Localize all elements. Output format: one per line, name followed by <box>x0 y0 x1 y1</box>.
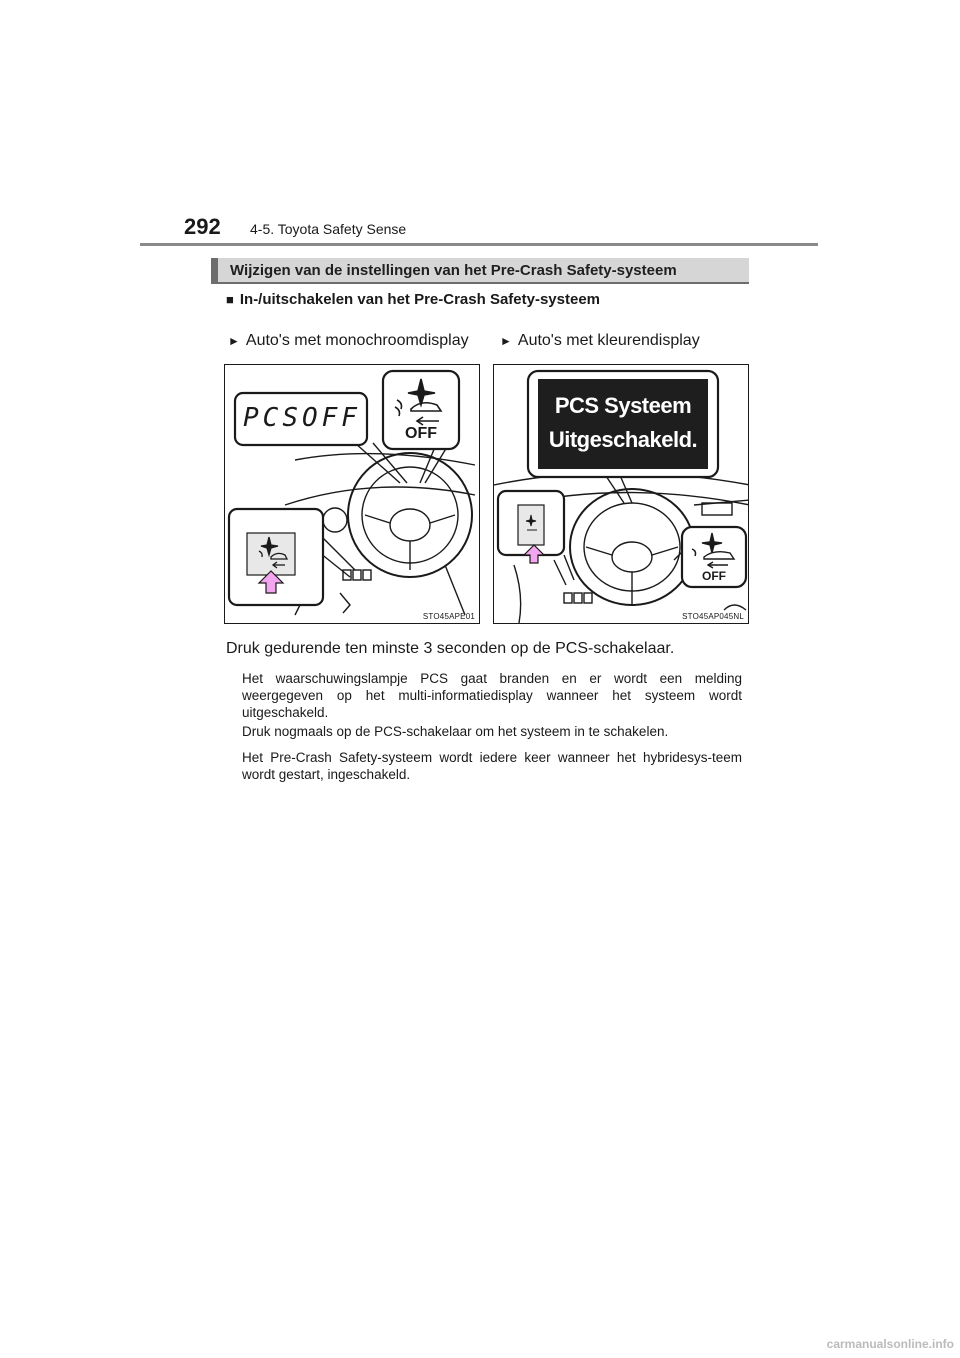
figure-code: STO45AP045NL <box>682 612 744 621</box>
figure-color-display <box>493 364 749 624</box>
body-paragraph: Druk nogmaals op de PCS-schakelaar om het systeem in te schakelen. <box>242 724 669 739</box>
switch-off-label: OFF <box>702 569 726 583</box>
triangle-bullet-icon: ► <box>500 334 512 348</box>
subsection-heading <box>226 291 600 308</box>
section-title: Wijzigen van de instellingen van het Pre-Crash Safety-systeem <box>230 262 677 279</box>
header-divider <box>140 243 818 246</box>
subsection-title: In-/uitschakelen van het Pre-Crash Safety-systeem <box>239 291 600 308</box>
variant-color-text: Auto's met kleurendisplay <box>517 332 700 349</box>
triangle-bullet-icon: ► <box>228 334 240 348</box>
display-line-2: Uitgeschakeld. <box>548 427 698 452</box>
variant-label-color <box>500 332 700 350</box>
figure-code: STO45APE01 <box>422 612 475 621</box>
body-paragraph: Het Pre-Crash Safety-systeem wordt iedere keer wanneer het hybridesys-teem wordt gestart, ingeschakeld. <box>242 750 742 782</box>
square-bullet-icon: ■ <box>226 292 234 307</box>
display-pcs-off-text: PCSOFF <box>243 403 361 433</box>
instruction-text: Druk gedurende ten minste 3 seconden op de PCS-schakelaar. <box>226 640 675 657</box>
section-heading-bar <box>211 258 749 284</box>
page-number: 292 <box>184 214 221 239</box>
figure-monochrome-display <box>224 364 480 624</box>
variant-label-monochrome <box>228 332 469 350</box>
variant-monochrome-text: Auto's met monochroomdisplay <box>245 332 469 349</box>
body-paragraph: Het waarschuwingslampje PCS gaat branden en er wordt een melding weergegeven op het multi-informatiedisplay wanneer het systeem wordt uitgeschakeld. <box>242 671 742 720</box>
switch-off-label: OFF <box>405 425 437 442</box>
display-line-1: PCS Systeem <box>554 393 692 418</box>
chapter-title: 4-5. Toyota Safety Sense <box>250 221 407 237</box>
footer-watermark: carmanualsonline.info <box>826 1337 954 1351</box>
